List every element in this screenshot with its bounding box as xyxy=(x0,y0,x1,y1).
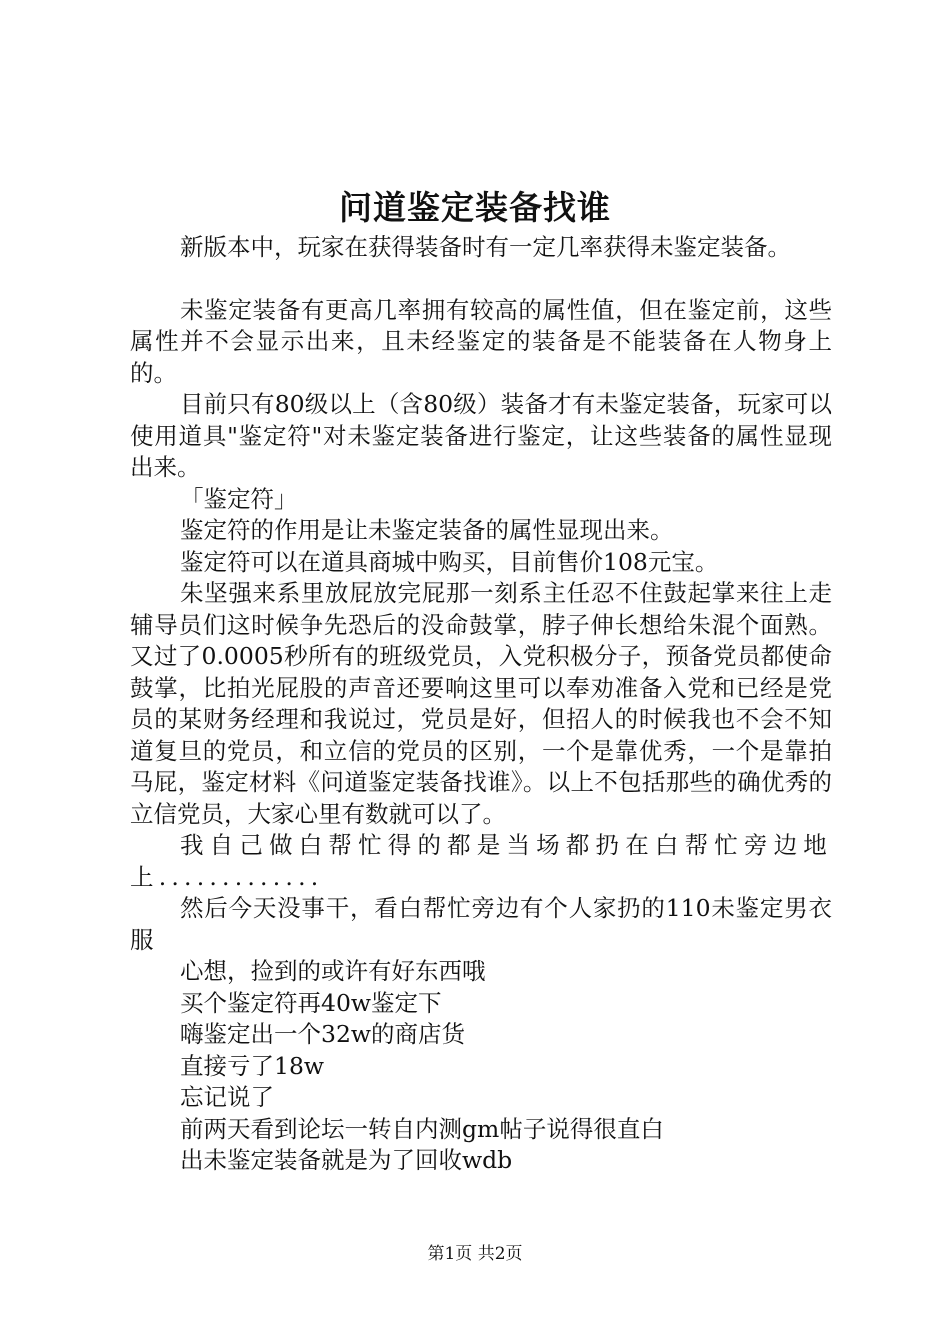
paragraph-line: 前两天看到论坛一转自内测gm帖子说得很直白 xyxy=(180,1114,664,1143)
document-body xyxy=(130,232,832,1177)
paragraph-level-requirement: 目前只有80级以上（含80级）装备才有未鉴定装备，玩家可以使用道具"鉴定符"对未鉴定装备进行鉴定，让这些装备的属性显现出来。 xyxy=(130,390,832,481)
paragraph-line: 直接亏了18w xyxy=(180,1051,325,1080)
paragraph-line: 忘记说了 xyxy=(180,1083,274,1111)
page-footer: 第1页 共2页 xyxy=(427,1244,523,1264)
paragraph-line: 心想，捡到的或许有好东西哦 xyxy=(180,957,486,985)
paragraph-found-item: 然后今天没事干，看白帮忙旁边有个人家扔的110未鉴定男衣服 xyxy=(130,894,832,954)
paragraph-intro: 新版本中，玩家在获得装备时有一定几率获得未鉴定装备。 xyxy=(180,233,791,261)
paragraph-item-price: 鉴定符可以在道具商城中购买，目前售价108元宝。 xyxy=(180,547,719,576)
paragraph-personal-experience: 我自己做白帮忙得的都是当场都扔在白帮忙旁边地上............. xyxy=(130,831,832,891)
paragraph-story: 朱坚强来系里放屁放完屁那一刻系主任忍不住鼓起掌来往上走辅导员们这时候争先恐后的没命鼓掌，脖子伸长想给朱混个面熟。又过了0.0005秒所有的班级党员，入党积极分子，预备党员都使命鼓掌，比拍光屁股的声音还要响这里可以奉劝准备入党和已经是党员的某财务经理和我说过，党员是好，但招人的时候我也不会不知道复旦的党员，和立信的党员的区别，一个是靠优秀，一个是靠拍马屁，鉴定材料《问道鉴定装备找谁》。以上不包括那些的确优秀的立信党员，大家心里有数就可以了。 xyxy=(130,579,832,828)
paragraph-unidentified-description: 未鉴定装备有更高几率拥有较高的属性值，但在鉴定前，这些属性并不会显示出来，且未经鉴定的装备是不能装备在人物身上的。 xyxy=(130,295,832,387)
paragraph-line: 嗨鉴定出一个32w的商店货 xyxy=(180,1020,466,1048)
paragraph-line: 买个鉴定符再40w鉴定下 xyxy=(180,988,442,1017)
paragraph-item-function: 鉴定符的作用是让未鉴定装备的属性显现出来。 xyxy=(180,516,674,544)
paragraph-item-heading: 「鉴定符」 xyxy=(180,484,298,513)
document-title: 问道鉴定装备找谁 xyxy=(339,188,611,227)
paragraph-line: 出未鉴定装备就是为了回收wdb xyxy=(180,1146,513,1174)
